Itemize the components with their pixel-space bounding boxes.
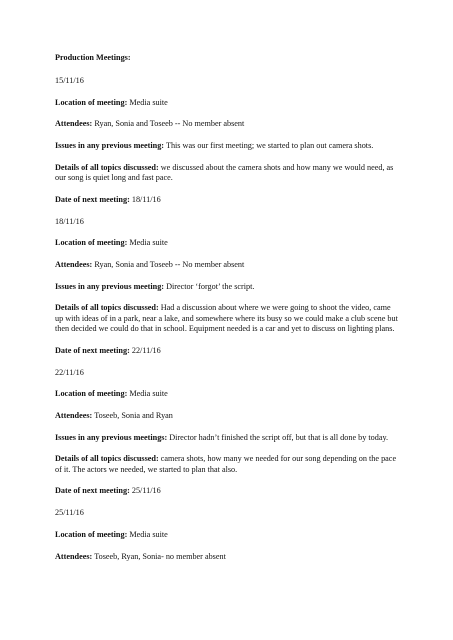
location-label: Location of meeting: xyxy=(55,97,128,107)
location-value: Media suite xyxy=(129,529,168,539)
attendees-value: Toseeb, Sonia and Ryan xyxy=(94,410,173,420)
meeting-next-date xyxy=(55,346,400,356)
meeting-date: 18/11/16 xyxy=(55,216,84,226)
location-label: Location of meeting: xyxy=(55,389,128,399)
meeting-4 xyxy=(55,508,400,562)
meeting-location xyxy=(55,389,400,399)
meeting-location xyxy=(55,98,400,108)
location-value: Media suite xyxy=(129,389,168,399)
meeting-date: 25/11/16 xyxy=(55,508,84,518)
meeting-details xyxy=(55,303,400,334)
next-date-label: Date of next meeting: xyxy=(55,486,130,496)
meeting-3 xyxy=(55,368,400,497)
next-date-value: 22/11/16 xyxy=(131,345,161,355)
meeting-date: 15/11/16 xyxy=(55,75,84,85)
document-content xyxy=(55,53,400,573)
details-label: Details of all topics discussed: xyxy=(55,303,159,313)
meeting-details xyxy=(55,454,400,475)
meeting-attendees xyxy=(55,119,400,129)
location-value: Media suite xyxy=(129,97,168,107)
meeting-issues xyxy=(55,282,400,292)
meeting-details xyxy=(55,163,400,184)
next-date-value: 25/11/16 xyxy=(131,486,161,496)
next-date-label: Date of next meeting: xyxy=(55,194,130,204)
meeting-attendees xyxy=(55,411,400,421)
meeting-next-date xyxy=(55,195,400,205)
meeting-1 xyxy=(55,76,400,205)
issues-value: Director ‘forgot’ the script. xyxy=(166,281,255,291)
attendees-label: Attendees: xyxy=(55,551,93,561)
meeting-issues xyxy=(55,433,400,443)
next-date-value: 18/11/16 xyxy=(131,194,161,204)
location-label: Location of meeting: xyxy=(55,238,128,248)
details-label: Details of all topics discussed: xyxy=(55,454,159,464)
meeting-location xyxy=(55,238,400,248)
attendees-label: Attendees: xyxy=(55,410,93,420)
next-date-label: Date of next meeting: xyxy=(55,345,130,355)
meeting-issues xyxy=(55,141,400,151)
issues-label: Issues in any previous meeting: xyxy=(55,141,165,151)
meeting-next-date xyxy=(55,486,400,496)
meeting-location xyxy=(55,530,400,540)
attendees-value: Ryan, Sonia and Toseeb -- No member absent xyxy=(94,259,245,269)
issues-value: Director hadn’t finished the script off, but that is all done by today. xyxy=(169,432,389,442)
location-label: Location of meeting: xyxy=(55,529,128,539)
location-value: Media suite xyxy=(129,238,168,248)
attendees-value: Ryan, Sonia and Toseeb -- No member absent xyxy=(94,119,245,129)
details-value: Had a discussion about where we were going to shoot the video, came up with ideas of in a park, near a lake, and somewhere where its busy so we could make a club scene but then decided we could do that in school. Equipment needed is a car and yet to discuss on lighting plans. xyxy=(55,303,398,334)
issues-label: Issues in any previous meetings: xyxy=(55,432,168,442)
issues-value: This was our first meeting; we started to plan out camera shots. xyxy=(165,141,374,151)
details-value: we discussed about the camera shots and how many we would need, as our song is quiet long and fast pace. xyxy=(55,162,394,183)
issues-label: Issues in any previous meeting: xyxy=(55,281,165,291)
meeting-2 xyxy=(55,217,400,357)
attendees-label: Attendees: xyxy=(55,119,93,129)
meeting-attendees xyxy=(55,552,400,562)
attendees-label: Attendees: xyxy=(55,259,93,269)
details-value: camera shots, how many we needed for our song depending on the pace of it. The actors we needed, we started to plan that also. xyxy=(55,454,397,474)
title-text: Production Meetings: xyxy=(55,53,131,62)
details-label: Details of all topics discussed: xyxy=(55,162,159,172)
meeting-attendees xyxy=(55,260,400,270)
document-title xyxy=(55,53,400,63)
attendees-value: Toseeb, Ryan, Sonia- no member absent xyxy=(94,551,226,561)
meeting-date: 22/11/16 xyxy=(55,367,84,377)
